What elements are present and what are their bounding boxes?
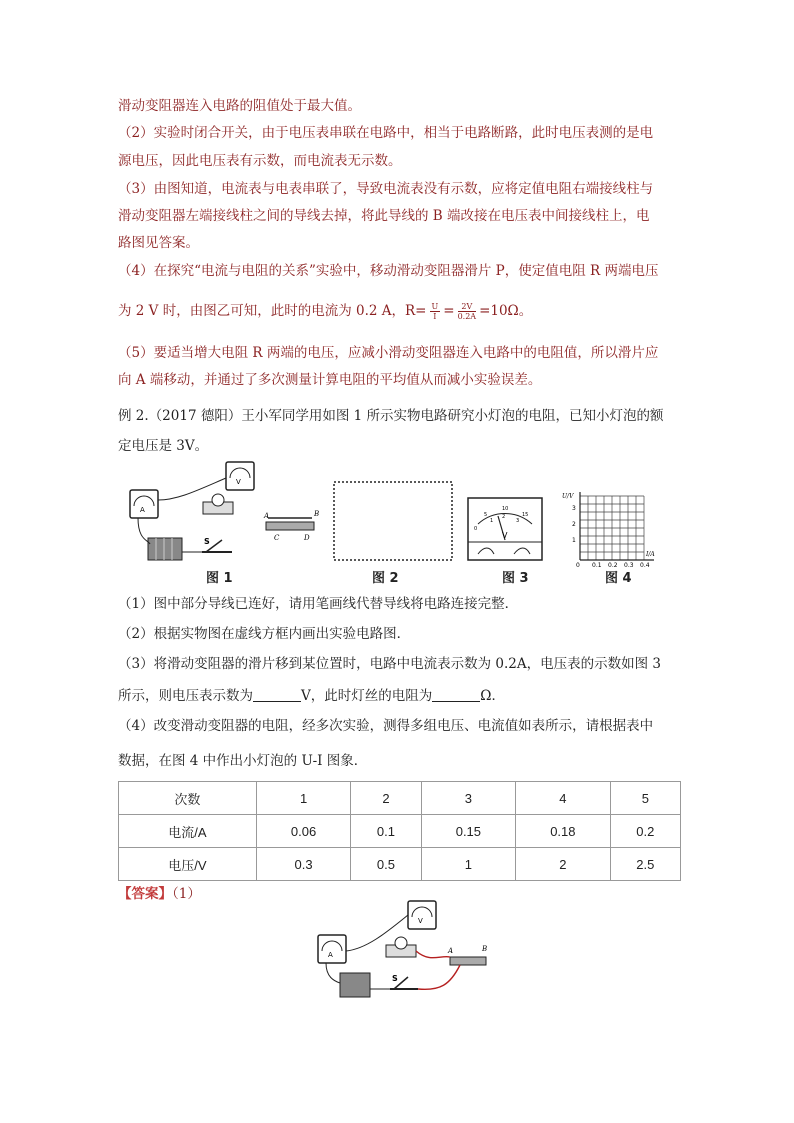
table-cell: 0.18 [516, 815, 610, 848]
equals-sign: = [443, 303, 455, 319]
answer-number: （1） [172, 886, 201, 902]
answer-circuit-diagram [310, 893, 494, 1003]
rheostat-label-b: B [314, 510, 320, 518]
fraction-numerator-2v: 2V [458, 302, 477, 312]
grid-x-tick-02: 0.2 [608, 562, 618, 569]
table-cell: 0.3 [256, 848, 350, 881]
answer-red-wire-2 [418, 965, 460, 989]
figure-2-label: 图 2 [372, 571, 399, 586]
text-line-2: （2）实验时闭合开关，由于电压表串联在电路中，相当于电路断路，此时电压表测的是电 [118, 125, 654, 141]
table-row [119, 848, 681, 881]
example-2-line-1: 例 2.（2017 德阳）王小军同学用如图 1 所示实物电路研究小灯泡的电阻，已知小灯泡的额 [118, 408, 664, 424]
question-3-part-c: Ω． [480, 688, 505, 704]
figure-3-label: 图 3 [502, 571, 529, 586]
answer-line [118, 885, 201, 903]
table-cell: 电压/V [119, 848, 257, 881]
dial-tick-5: 5 [484, 512, 488, 518]
grid-y-tick-3: 3 [572, 505, 576, 512]
rheostat-label-a: A [264, 512, 270, 520]
dial-tick-0: 0 [474, 526, 478, 532]
grid-x-axis-label: I/A [646, 551, 655, 558]
figure-3-voltmeter [468, 498, 542, 560]
question-1: （1）图中部分导线已连好，请用笔画线代替导线将电路连接完整． [118, 596, 519, 612]
table-cell: 0.2 [610, 815, 680, 848]
table-cell: 1 [421, 848, 515, 881]
example-2-line-2: 定电压是 3V。 [118, 438, 209, 454]
table-header-row [119, 782, 681, 815]
ammeter-label: A [140, 506, 145, 514]
text-line-1: 滑动变阻器连入电路的阻值处于最大值。 [118, 98, 361, 114]
battery-pack [148, 538, 182, 560]
answer-red-wire-1 [416, 951, 450, 958]
fraction-numerator-u: U [431, 302, 439, 311]
question-3-part-a: 所示，则电压表示数为 [118, 688, 253, 704]
table-header-cell: 4 [516, 782, 610, 815]
fraction-denominator-02a: 0.2A [457, 312, 477, 321]
dial-tick-2: 2 [502, 514, 506, 520]
table-row [119, 815, 681, 848]
dial-tick-15: 15 [522, 512, 529, 518]
figure-4-grid [562, 492, 655, 569]
table-header-cell: 次数 [119, 782, 257, 815]
data-table [118, 781, 681, 881]
figure-1-label: 图 1 [206, 571, 233, 586]
dial-unit-v: V [502, 531, 508, 540]
question-2: （2）根据实物图在虚线方框内画出实验电路图． [118, 626, 411, 642]
table-header-cell: 2 [351, 782, 421, 815]
text-line-5: 滑动变阻器左端接线柱之间的导线去掉，将此导线的 B 端改接在电压表中间接线柱上，电 [118, 208, 650, 224]
grid-y-tick-2: 2 [572, 521, 576, 528]
grid-y-axis-label: U/V [562, 493, 574, 500]
table-cell: 0.5 [351, 848, 421, 881]
text-line-8-a: 为 2 V 时，由图乙可知，此时的电流为 0.2 A，R= [118, 303, 427, 319]
rheostat-label-c: C [274, 534, 280, 542]
question-3-line-1: （3）将滑动变阻器的滑片移到某位置时，电路中电流表示数为 0.2A，电压表的示数如图 3 [118, 656, 661, 672]
table-header-cell: 1 [256, 782, 350, 815]
question-3-line-2 [118, 687, 505, 705]
resistance-answer-blank[interactable] [432, 687, 480, 702]
voltmeter-label: V [236, 478, 241, 486]
text-line-10: 向 A 端移动，并通过了多次测量计算电阻的平均值从而减小实验误差。 [118, 372, 542, 388]
figure-2-dashed-frame [334, 482, 452, 560]
table-header-cell: 3 [421, 782, 515, 815]
voltage-answer-blank[interactable] [253, 687, 301, 702]
text-line-4: （3）由图知道，电流表与电表串联了，导致电流表没有示数，应将定值电阻右端接线柱与 [118, 181, 654, 197]
table-cell: 0.1 [351, 815, 421, 848]
grid-y-tick-1: 1 [572, 537, 576, 544]
fraction-2v-over-02a [458, 302, 477, 321]
answer-voltmeter-label: V [418, 917, 423, 925]
question-3-part-b: V，此时灯丝的电阻为 [301, 688, 433, 704]
text-line-9: （5）要适当增大电阻 R 两端的电压，应减小滑动变阻器连入电路中的电阻值，所以滑片应 [118, 345, 659, 361]
table-cell: 2.5 [610, 848, 680, 881]
text-line-7: （4）在探究“电流与电阻的关系”实验中，移动滑动变阻器滑片 P，使定值电阻 R 两端电压 [118, 263, 659, 279]
dial-tick-10: 10 [502, 506, 509, 512]
answer-rheostat-b: B [482, 945, 488, 953]
question-4-line-1: （4）改变滑动变阻器的电阻，经多次实验，测得多组电压、电流值如表所示，请根据表中 [118, 718, 654, 734]
figures-row [118, 460, 688, 572]
dial-tick-3: 3 [516, 518, 520, 524]
grid-x-tick-0: 0 [576, 562, 580, 569]
text-line-3: 源电压，因此电压表有示数，而电流表无示数。 [118, 153, 402, 169]
figure-1-circuit [130, 462, 319, 560]
rheostat-label-d: D [304, 534, 310, 542]
switch-label: S [204, 537, 210, 546]
answer-switch-label: S [392, 974, 398, 983]
table-header-cell: 5 [610, 782, 680, 815]
rheostat [266, 522, 314, 530]
answer-heading: 【答案】 [118, 886, 172, 902]
table-cell: 0.15 [421, 815, 515, 848]
bulb-icon [212, 494, 224, 506]
fraction-denominator-i: I [433, 312, 437, 321]
dial-tick-1: 1 [490, 518, 494, 524]
table-cell: 电流/A [119, 815, 257, 848]
fraction-u-over-i [430, 302, 441, 321]
text-line-8-b: =10Ω。 [479, 303, 533, 319]
table-cell: 0.06 [256, 815, 350, 848]
question-4-line-2: 数据，在图 4 中作出小灯泡的 U-I 图象． [118, 753, 368, 769]
answer-ammeter-label: A [328, 951, 333, 959]
text-line-8 [118, 302, 532, 321]
grid-x-tick-04: 0.4 [640, 562, 650, 569]
answer-rheostat-a: A [448, 947, 454, 955]
grid-x-tick-01: 0.1 [592, 562, 602, 569]
table-cell: 2 [516, 848, 610, 881]
grid-x-tick-03: 0.3 [624, 562, 634, 569]
text-line-6: 路图见答案。 [118, 235, 199, 251]
figure-4-label: 图 4 [605, 571, 632, 586]
